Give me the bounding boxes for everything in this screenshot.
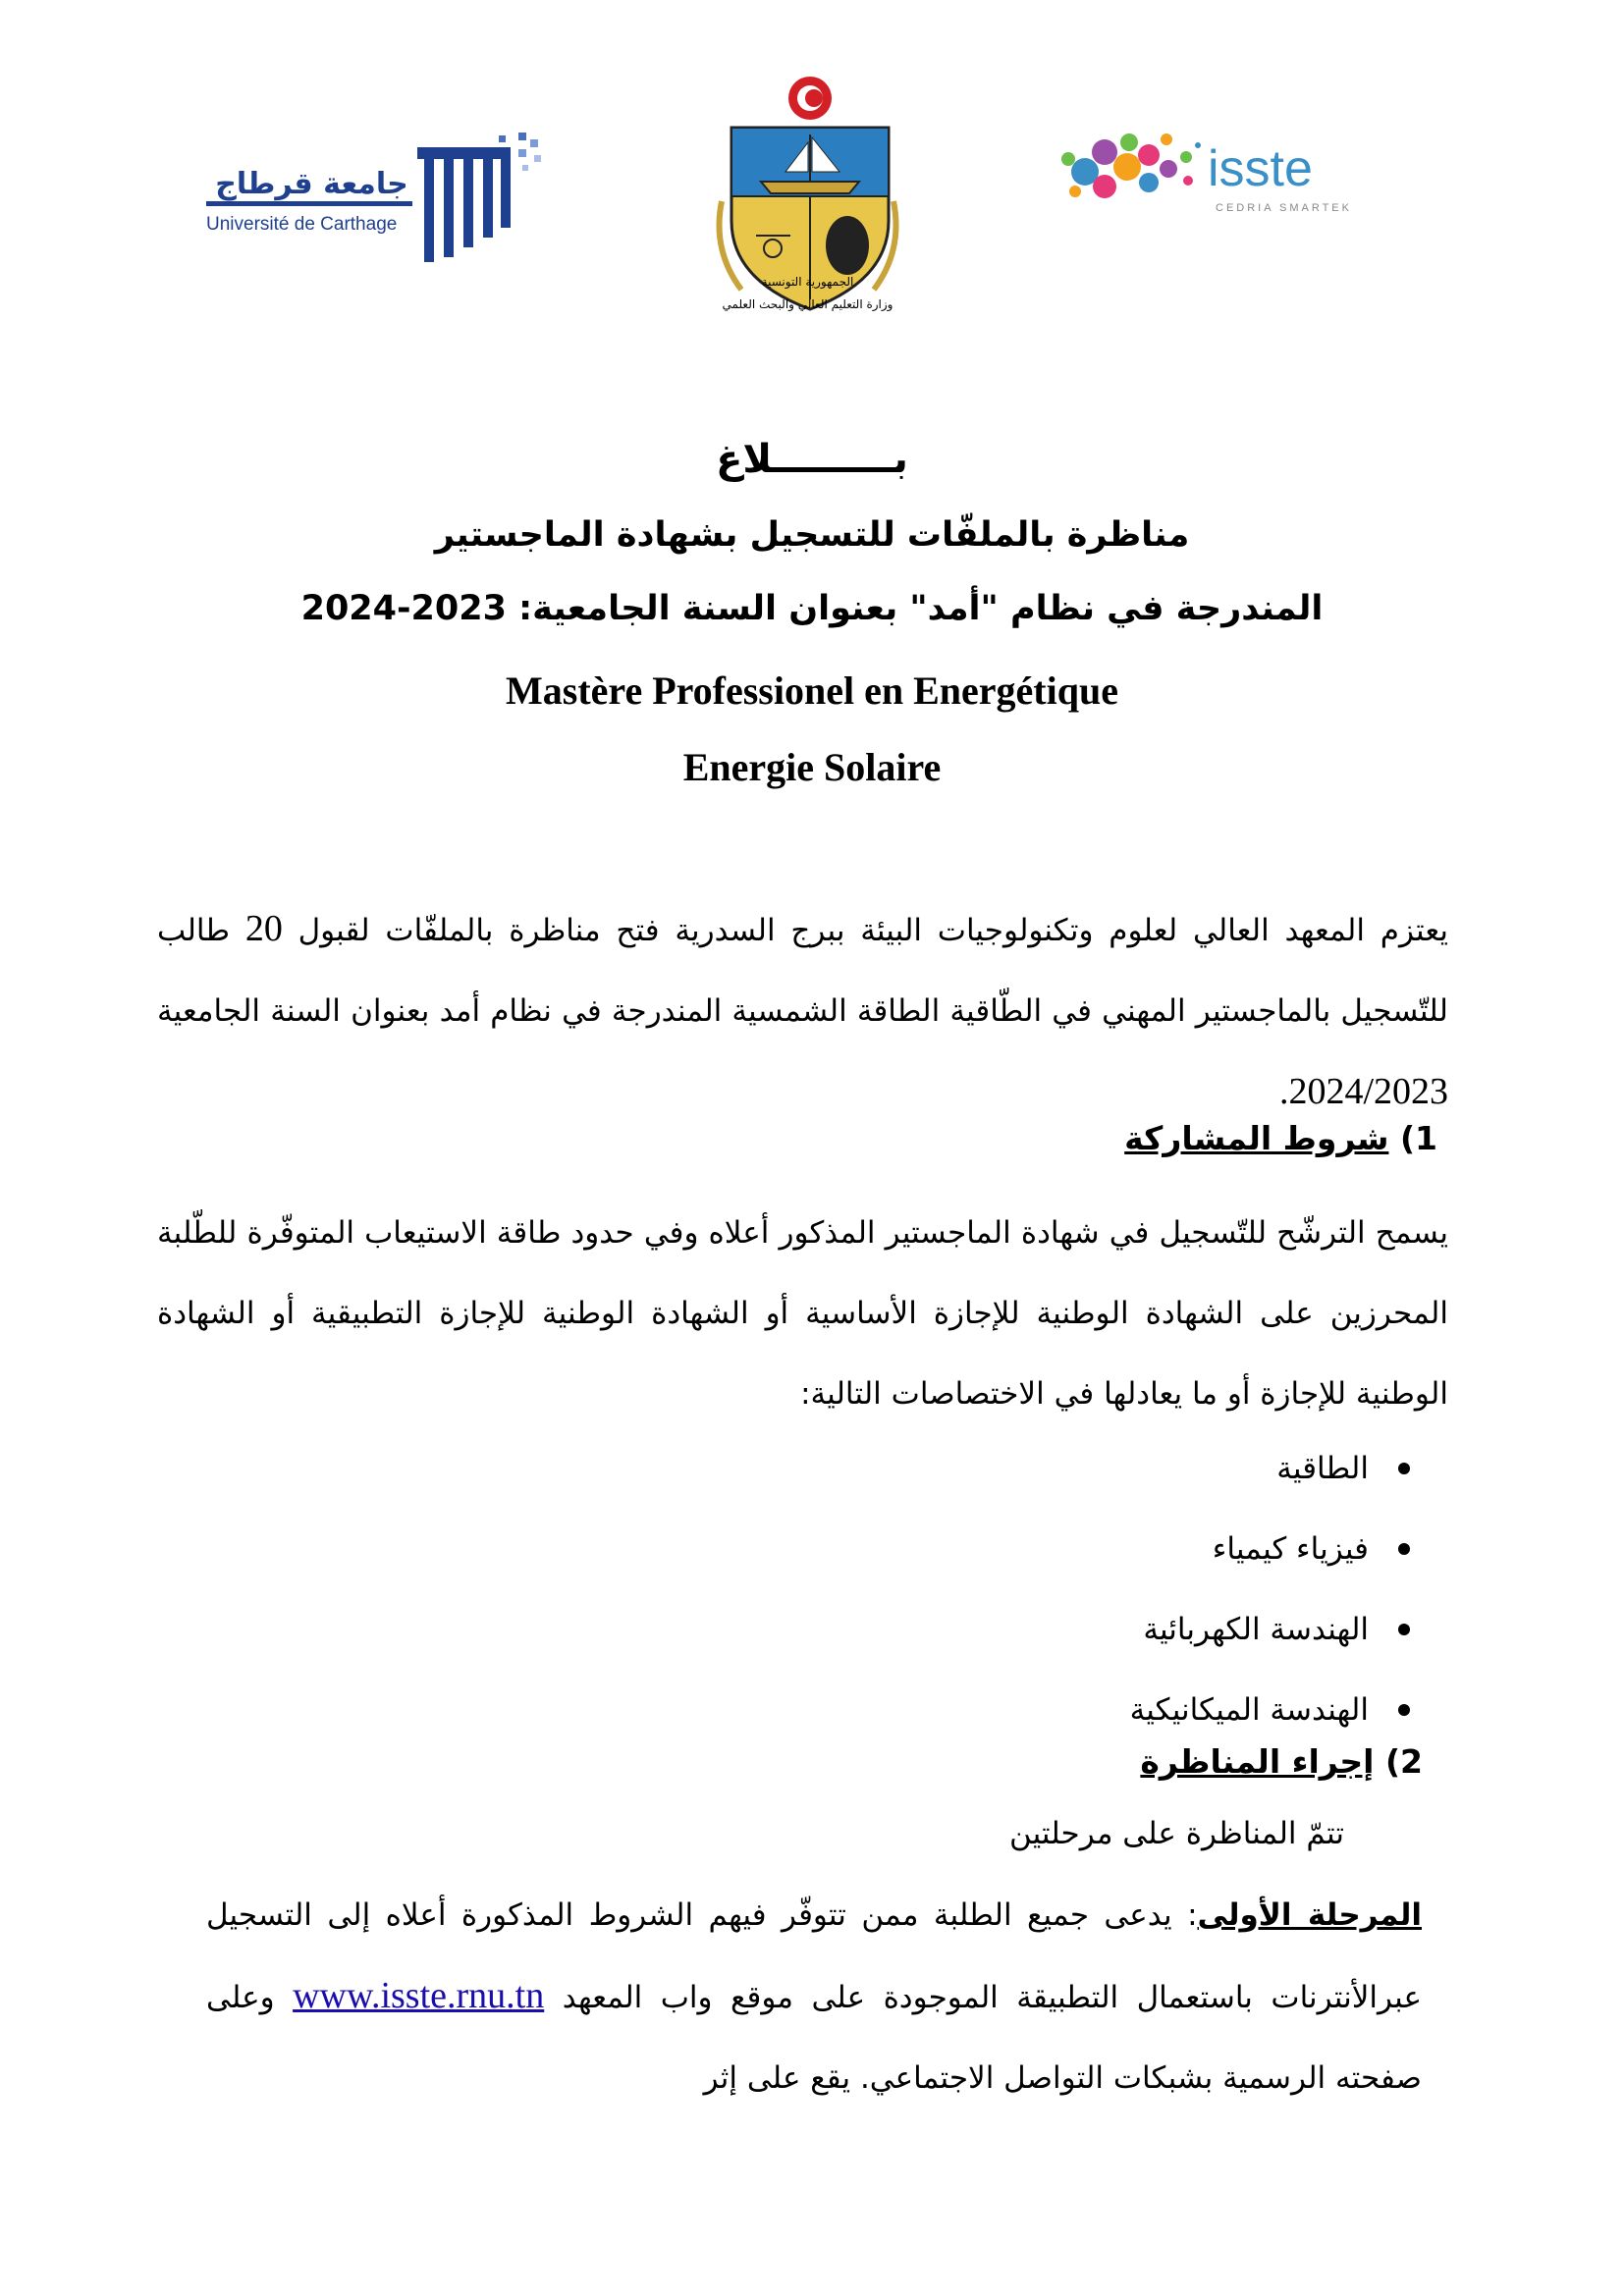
section-1-title: شروط المشاركة [1124,1119,1389,1157]
conditions-paragraph: يسمح الترشّح للتّسجيل في شهادة الماجستير المذكور أعلاه وفي حدود طاقة الاستيعاب المتوفّرة للطّلبة المحرزين على الشهادة الوطنية للإجازة الأساسية أو الشهادة الوطنية للإجازة التطبيقية أو الشهادة الوطنية للإجازة أو ما يعادلها في الاختصاصات التالية: [157,1215,1448,1412]
intro-paragraph [157,888,1448,1134]
carthage-french-name: Université de Carthage [206,214,398,235]
specialties-list [1130,1428,1410,1750]
title-french-line-1: Mastère Professionel en Energétique [506,668,1118,713]
section-2-heading [1140,1742,1423,1781]
section-2-number: 2) [1384,1742,1423,1781]
list-item: الهندسة الميكانيكية [1130,1670,1410,1750]
isste-tagline: CEDRIA SMARTEK [1216,202,1352,214]
announcement-title: بـــــــــلاغ [716,437,908,482]
intro-number: 20 [244,908,283,949]
tunisia-coat-of-arms [702,74,913,329]
stage-1-paragraph [206,1875,1422,2118]
isste-website-link[interactable]: www.isste.rnu.tn [293,1975,545,2016]
list-item: الطاقية [1130,1428,1410,1509]
universite-carthage-logo [206,128,550,270]
isste-logo [1051,118,1384,216]
title-arabic-line-2: المندرجة في نظام "أمد" بعنوان السنة الجامعية: 2023-2024 [300,589,1324,628]
carthage-arabic-name: جامعة قرطاج [215,167,408,201]
intro-text-start: يعتزم المعهد العالي لعلوم وتكنولوجيات البيئة ببرج السدرية فتح مناظرة بالملفّات لقبول [298,913,1448,948]
list-item: الهندسة الكهربائية [1130,1589,1410,1670]
intro-year: 2024/2023. [1278,1071,1448,1112]
procedure-intro: تتمّ المناظرة على مرحلتين [1008,1816,1344,1851]
stage-1-text: : يدعى جميع الطلبة ممن تتوفّر فيهم الشروط المذكورة أعلاه إلى التسجيل عبرالأنترنات باستعمال التطبيقة الموجودة على موقع واب المعهد [206,1897,1422,2015]
list-item: فيزياء كيمياء [1130,1509,1410,1589]
title-arabic-line-1: مناظرة بالملفّات للتسجيل بشهادة الماجستير [434,515,1190,555]
emblem-caption-republic: الجمهورية التونسية [761,275,854,289]
isste-name: isste [1208,140,1313,197]
stage-1-text-after: وعلى صفحته الرسمية بشبكات التواصل الاجتماعي. يقع على إثر [206,1980,1422,2096]
emblem-caption-ministry: وزارة التعليم العالي والبحث العلمي [722,297,893,311]
stage-1-label: المرحلة الأولى [1197,1897,1422,1933]
intro-text-end: طالب للتّسجيل بالماجستير المهني في الطّاقية الطاقة الشمسية المندرجة في نظام أمد بعنوان السنة الجامعية [157,913,1448,1029]
section-2-title: إجراء المناظرة [1140,1742,1375,1781]
title-french-line-2: Energie Solaire [682,745,942,789]
section-1-number: 1) [1399,1119,1437,1157]
section-1-heading [1124,1119,1437,1157]
